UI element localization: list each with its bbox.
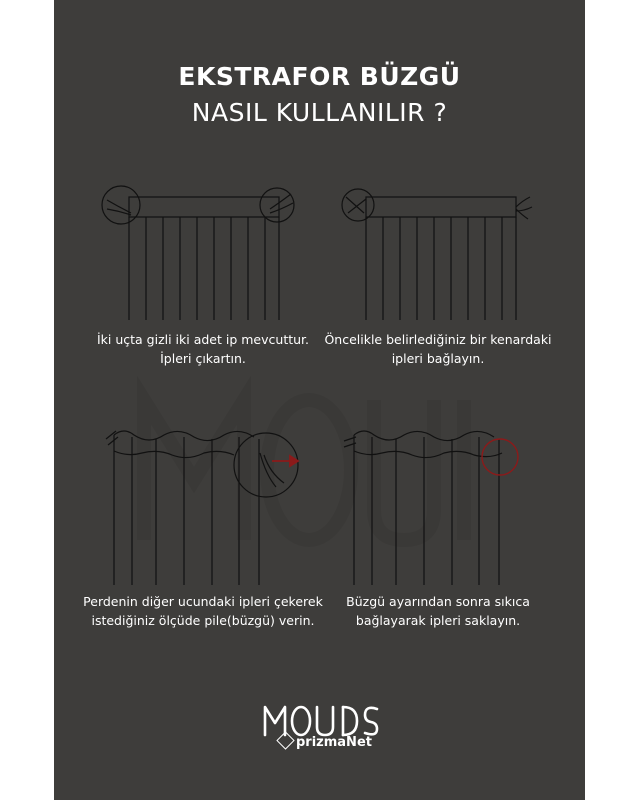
page-subtitle: NASIL KULLANILIR ? bbox=[191, 98, 448, 127]
step-4-caption-line-2: bağlayarak ipleri saklayın. bbox=[355, 613, 521, 628]
step-2-caption-line-2: ipleri bağlayın. bbox=[391, 351, 485, 366]
step-4-illustration bbox=[334, 425, 544, 590]
step-3-caption-line-1: Perdenin diğer ucundaki ipleri çekerek bbox=[83, 594, 323, 609]
page-title: EKSTRAFOR BÜZGÜ bbox=[178, 62, 461, 91]
step-4-caption-line-1: Büzgü ayarından sonra sıkıca bbox=[346, 594, 530, 609]
step-4-caption bbox=[308, 592, 568, 630]
step-2-caption-line-1: Öncelikle belirlediğiniz bir kenardaki bbox=[324, 332, 552, 347]
step-1-caption bbox=[73, 330, 333, 368]
step-3-caption bbox=[73, 592, 333, 630]
prizmanet-diamond-icon bbox=[276, 731, 294, 749]
step-3-caption-line-2: istediğiniz ölçüde pile(büzgü) verin. bbox=[91, 613, 315, 628]
step-3-illustration bbox=[94, 425, 324, 590]
brand-subtitle-text: prizmaNet bbox=[296, 735, 372, 750]
brand-subtitle bbox=[279, 734, 372, 750]
step-1-caption-line-1: İki uçta gizli iki adet ip mevcuttur. bbox=[96, 332, 310, 347]
step-1-caption-line-2: İpleri çıkartın. bbox=[160, 351, 246, 366]
step-1-illustration bbox=[99, 185, 304, 325]
step-2-caption bbox=[308, 330, 568, 368]
instruction-panel bbox=[54, 0, 585, 800]
step-2-illustration bbox=[336, 185, 541, 325]
